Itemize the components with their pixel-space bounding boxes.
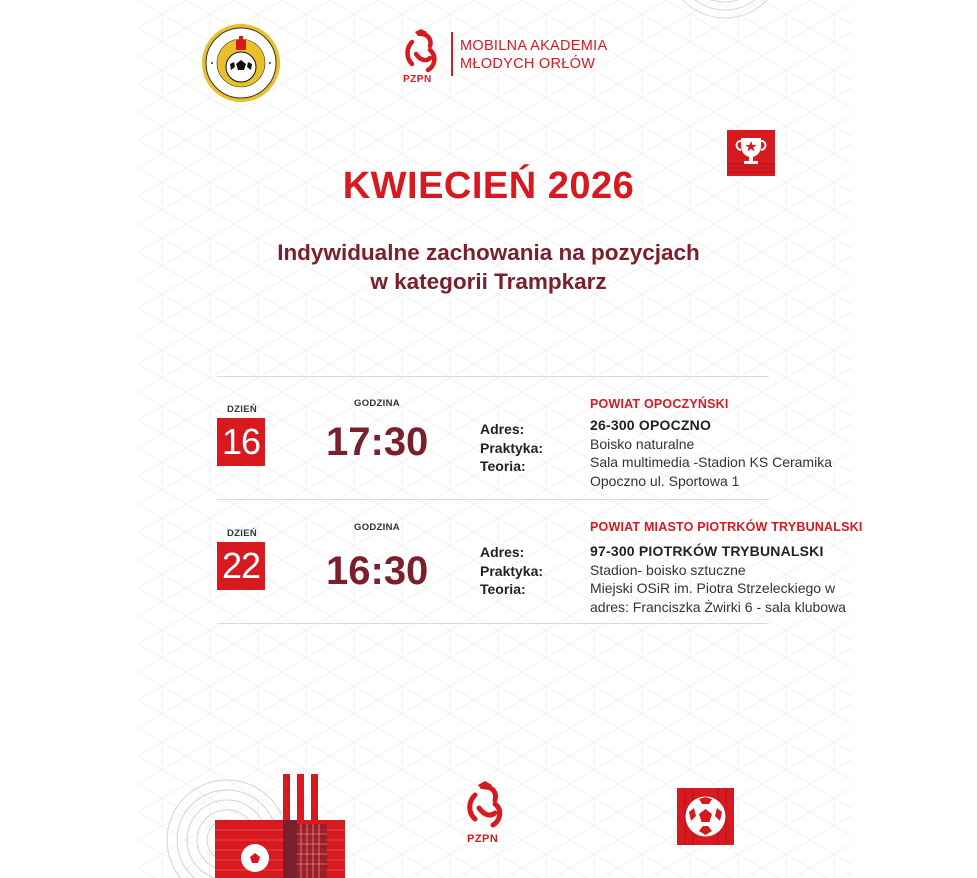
- goal-net-icon: [165, 760, 350, 878]
- practice-venue: Stadion- boisko sztuczne: [590, 561, 746, 578]
- academy-line-1: MOBILNA AKADEMIA: [460, 38, 608, 54]
- table-divider-bottom: [217, 623, 769, 624]
- county-name: POWIAT MIASTO PIOTRKÓW TRYBUNALSKI: [590, 520, 863, 534]
- practice-label: Praktyka:: [480, 562, 544, 579]
- theory-venue-line-1: Miejski OSiR im. Piotra Strzeleckiego w: [590, 580, 836, 596]
- hour-label: GODZINA: [354, 398, 400, 409]
- hour-label: GODZINA: [354, 522, 400, 533]
- city: 97-300 PIOTRKÓW TRYBUNALSKI: [590, 543, 824, 559]
- theory-venue-line-2: adres: Franciszka Żwirki 6 - sala klubowa: [590, 598, 846, 615]
- address-label: Adres:: [480, 544, 525, 560]
- pzpn-label-bottom: PZPN: [467, 833, 499, 845]
- subtitle: [0, 238, 977, 296]
- academy-line-2: MŁODYCH ORŁÓW: [460, 56, 596, 72]
- pzpn-eagle-icon: [462, 780, 508, 836]
- day-label: DZIEŃ: [227, 404, 257, 415]
- subtitle-line-1: Indywidualne zachowania na pozycjach: [277, 240, 700, 265]
- event-time: 16:30: [326, 549, 429, 593]
- football-icon: [677, 788, 734, 845]
- field-labels: [480, 543, 543, 599]
- day-label: DZIEŃ: [227, 528, 257, 539]
- day-number: 16: [217, 418, 265, 466]
- decorative-arcs: [660, 0, 790, 40]
- event-details: [590, 416, 832, 490]
- page-title: KWIECIEŃ 2026: [342, 165, 635, 207]
- day-number: 22: [217, 542, 265, 590]
- field-labels: [480, 420, 543, 476]
- event-details: [590, 542, 846, 616]
- table-divider-middle: [217, 499, 769, 500]
- practice-label: Praktyka:: [480, 439, 544, 456]
- subtitle-line-2: w kategorii Trampkarz: [370, 269, 607, 294]
- lzpn-logo-icon: [200, 22, 282, 104]
- city: 26-300 OPOCZNO: [590, 417, 712, 433]
- table-divider-top: [217, 376, 769, 377]
- county-name: POWIAT OPOCZYŃSKI: [590, 397, 729, 411]
- address-label: Adres:: [480, 421, 525, 437]
- header-divider: [451, 32, 453, 76]
- practice-venue: Boisko naturalne: [590, 435, 695, 452]
- academy-name: [460, 37, 607, 73]
- theory-label: Teoria:: [480, 458, 526, 474]
- event-time: 17:30: [326, 420, 429, 464]
- theory-venue-line-2: Opoczno ul. Sportowa 1: [590, 472, 740, 489]
- theory-label: Teoria:: [480, 581, 526, 597]
- theory-venue-line-1: Sala multimedia -Stadion KS Ceramika: [590, 454, 832, 470]
- pzpn-label-top: PZPN: [403, 74, 432, 85]
